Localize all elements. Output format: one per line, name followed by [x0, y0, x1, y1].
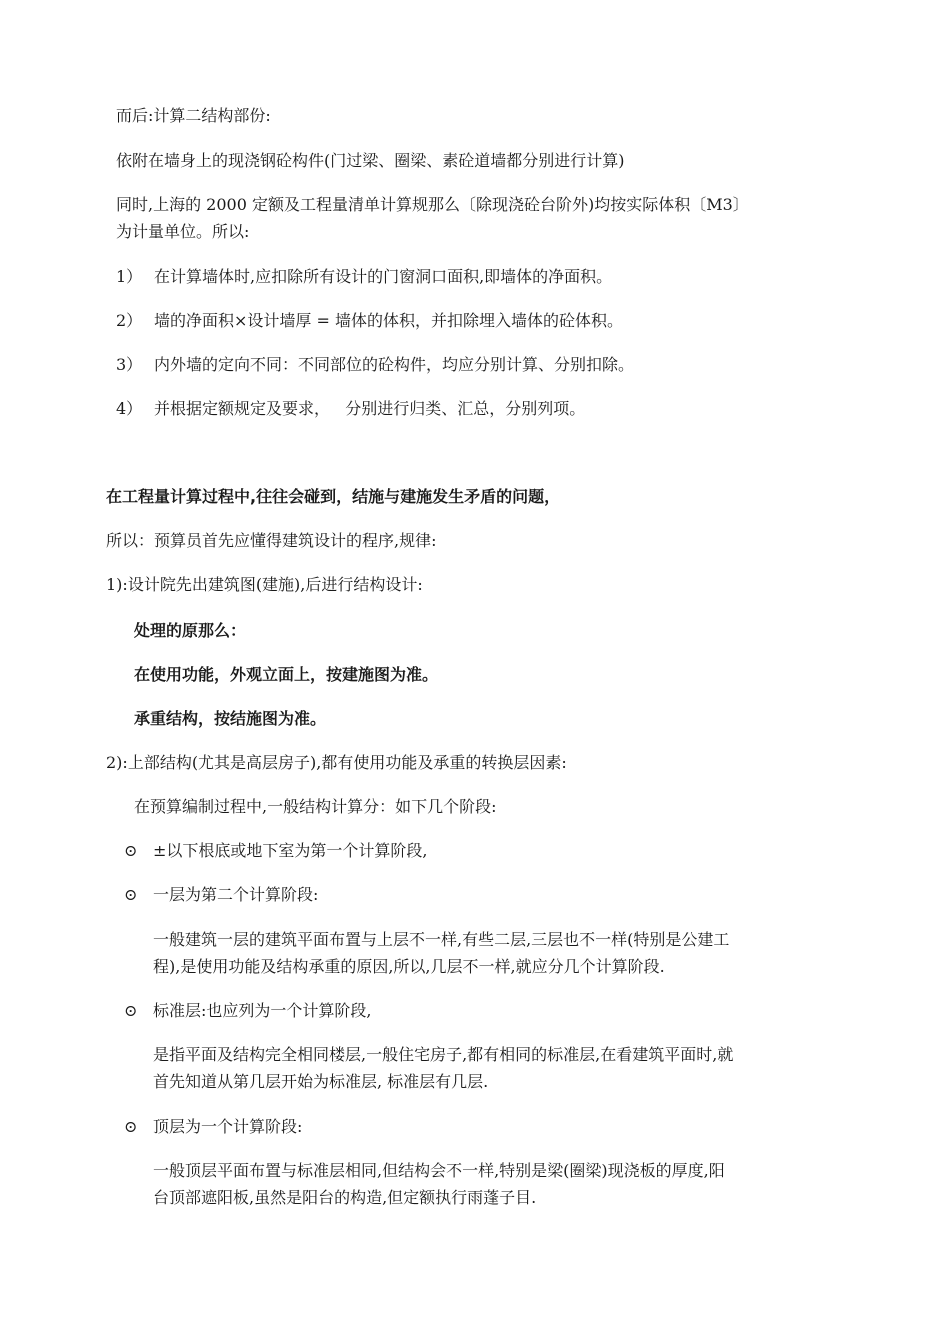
stage-title: 顶层为一个计算阶段: — [153, 1117, 303, 1136]
list-item-number: 3） — [116, 355, 143, 374]
stage-description-line1: 一般顶层平面布置与标准层相同,但结构会不一样,特别是梁(圈梁)现浇板的厚度,阳 — [153, 1161, 725, 1180]
list-item-text: 并根据定额规定及要求， 分别进行归类、汇总，分别列项。 — [154, 399, 586, 418]
list-item-text: 墙的净面积×设计墙厚 = 墙体的体积，并扣除埋入墙体的砼体积。 — [154, 311, 623, 330]
point-two: 2):上部结构(尤其是高层房子),都有使用功能及承重的转换层因素: — [106, 753, 567, 772]
stage-description-line2: 首先知道从第几层开始为标准层, 标准层有几层. — [153, 1072, 489, 1091]
list-item — [116, 267, 612, 287]
principle-title: 处理的原那么： — [134, 621, 247, 640]
circle-bullet-icon: ⊙ — [124, 1001, 138, 1020]
list-item-number: 4） — [116, 399, 143, 418]
principle-function: 在使用功能，外观立面上，按建施图为准。 — [134, 665, 439, 684]
stage-description-line2: 程),是使用功能及结构承重的原因,所以,几层不一样,就应分几个计算阶段. — [153, 957, 665, 976]
list-item-number: 1） — [116, 267, 143, 286]
stage-title: 标准层:也应列为一个计算阶段, — [153, 1001, 372, 1020]
paragraph-intro: 所以：预算员首先应懂得建筑设计的程序,规律: — [106, 531, 437, 550]
list-item — [116, 399, 585, 419]
list-item-text: 内外墙的定向不同：不同部位的砼构件，均应分别计算、分别扣除。 — [154, 355, 635, 374]
list-item-text: 在计算墙体时,应扣除所有设计的门窗洞口面积,即墙体的净面积。 — [154, 267, 613, 286]
paragraph-structure-parts: 而后:计算二结构部份: — [116, 106, 271, 125]
stage-description-line2: 台顶部遮阳板,虽然是阳台的构造,但定额执行雨蓬子目. — [153, 1188, 537, 1207]
circle-bullet-icon: ⊙ — [124, 841, 138, 860]
list-item — [116, 355, 634, 375]
stage-description-line1: 是指平面及结构完全相同楼层,一般住宅房子,都有相同的标准层,在看建筑平面时,就 — [153, 1045, 734, 1064]
list-item — [116, 311, 623, 331]
point-one: 1):设计院先出建筑图(建施),后进行结构设计: — [106, 575, 423, 594]
stage-title: ±以下根底或地下室为第一个计算阶段, — [153, 841, 428, 860]
paragraph-shanghai-rules-line1: 同时,上海的 2000 定额及工程量清单计算规那么〔除现浇砼台阶外)均按实际体积〔M3〕 — [116, 195, 749, 214]
section-heading: 在工程量计算过程中,往往会碰到，结施与建施发生矛盾的问题， — [106, 487, 561, 506]
stage-description-line1: 一般建筑一层的建筑平面布置与上层不一样,有些二层,三层也不一样(特别是公建工 — [153, 930, 730, 949]
stage-intro: 在预算编制过程中,一般结构计算分：如下几个阶段: — [134, 797, 497, 816]
principle-structure: 承重结构，按结施图为准。 — [134, 709, 327, 728]
list-item-number: 2） — [116, 311, 143, 330]
paragraph-attached-components: 依附在墙身上的现浇钢砼构件(门过梁、圈梁、素砼道墙都分别进行计算) — [116, 151, 625, 170]
stage-title: 一层为第二个计算阶段: — [153, 885, 319, 904]
paragraph-shanghai-rules-line2: 为计量单位。所以: — [116, 222, 250, 241]
circle-bullet-icon: ⊙ — [124, 1117, 138, 1136]
circle-bullet-icon: ⊙ — [124, 885, 138, 904]
